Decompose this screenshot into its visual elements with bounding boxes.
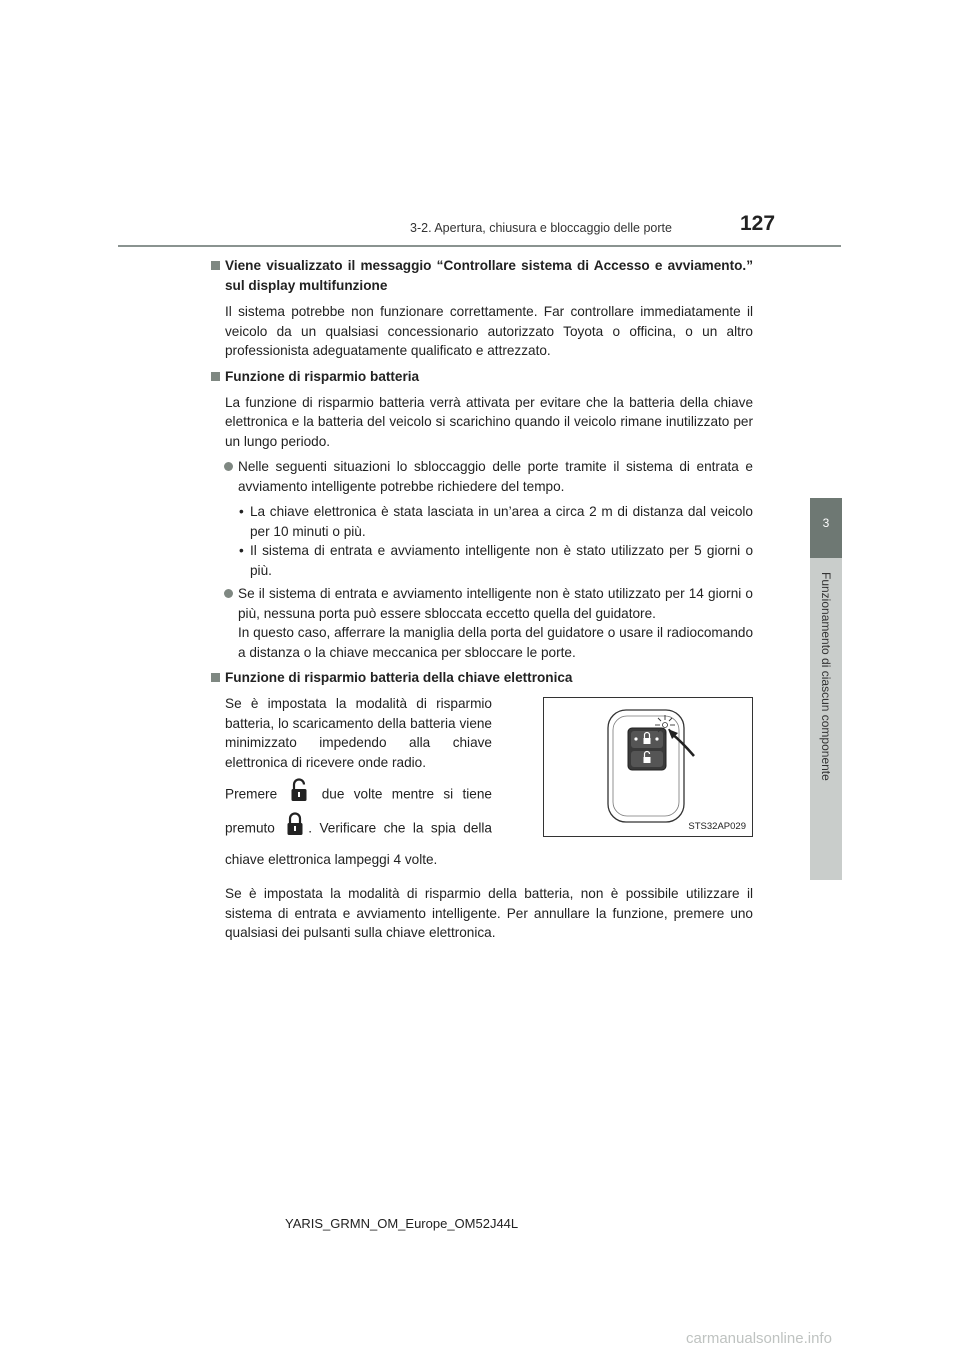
- header-section-title: 3-2. Apertura, chiusura e bloccaggio delle porte: [410, 221, 672, 235]
- lock-icon: [286, 812, 304, 846]
- sub-bullet-item: • La chiave elettronica è stata lasciata in un’area a circa 2 m di distanza dal veicolo per 10 minuti o più.: [211, 502, 753, 541]
- figure-code: STS32AP029: [688, 821, 746, 832]
- bullet-point-unlock-delay: Nelle seguenti situazioni lo sbloccaggio delle porte tramite il sistema di entrata e avviamento intelligente potrebbe richiedere del tempo.: [211, 457, 753, 496]
- page-number: 127: [740, 212, 776, 235]
- press-instruction: Premere due volte mentre si tiene premuto . Verificare che la spia della chiave elettronica lampeggi 4 volte.: [211, 778, 492, 874]
- chapter-number: 3: [822, 516, 830, 530]
- section-body-message: Il sistema potrebbe non funzionare correttamente. Far controllare immediatamente il veicolo da un qualsiasi concessionario autorizzato Toyota o officina, o un altro professionista adeguatamente qualificato e attrezzato.: [225, 304, 753, 358]
- watermark: carmanualsonline.info: [686, 1330, 832, 1347]
- sub-bullet-item: • Il sistema di entrata e avviamento intelligente non è stato utilizzato per 5 giorni o più.: [211, 541, 753, 580]
- electronic-key-icon: [544, 698, 752, 836]
- sub-bullet-list: [211, 502, 753, 580]
- instruction-with-figure: [211, 694, 753, 880]
- section-body-battery-saving: La funzione di risparmio batteria verrà attivata per evitare che la batteria della chiave elettronica e la batteria del veicolo si scarichino quando il veicolo rimane inutilizzato per un lungo periodo.: [225, 394, 753, 449]
- unlock-icon: [290, 778, 308, 812]
- section-outro-key-battery: Se è impostata la modalità di risparmio della batteria, non è possibile utilizzare il sistema di entrata e avviamento intelligente. Per annullare la funzione, premere uno qualsiasi dei pulsanti sulla chiave elettronica.: [225, 886, 753, 940]
- instruction-text: [211, 694, 492, 880]
- section-heading-key-battery-saving: Funzione di risparmio batteria della chiave elettronica: [211, 668, 753, 688]
- section-heading-battery-saving: Funzione di risparmio batteria: [211, 367, 753, 387]
- header-divider: [118, 245, 841, 247]
- footer-doc-code: YARIS_GRMN_OM_Europe_OM52J44L: [285, 1216, 519, 1231]
- section-heading-message: Viene visualizzato il messaggio “Controllare sistema di Accesso e avviamento.” sul display multifunzione: [211, 256, 753, 296]
- bullet-point-14-days: Se il sistema di entrata e avviamento intelligente non è stato utilizzato per 14 giorni o più, nessuna porta può essere sbloccata eccetto quella del guidatore. In questo caso, afferrare la maniglia della porta del guidatore o usare il radiocomando a distanza o la chiave meccanica per sbloccare le porte.: [211, 584, 753, 662]
- chapter-title: Funzionamento di ciascun componente: [819, 572, 833, 781]
- page-content: [211, 256, 753, 949]
- section-intro-key-battery: Se è impostata la modalità di risparmio batteria, lo scaricamento della batteria viene minimizzato impedendo alla chiave elettronica di ricevere onde radio.: [225, 696, 492, 770]
- chapter-tab: [810, 498, 842, 558]
- electronic-key-illustration: [543, 697, 753, 837]
- chapter-sidebar: [810, 558, 842, 880]
